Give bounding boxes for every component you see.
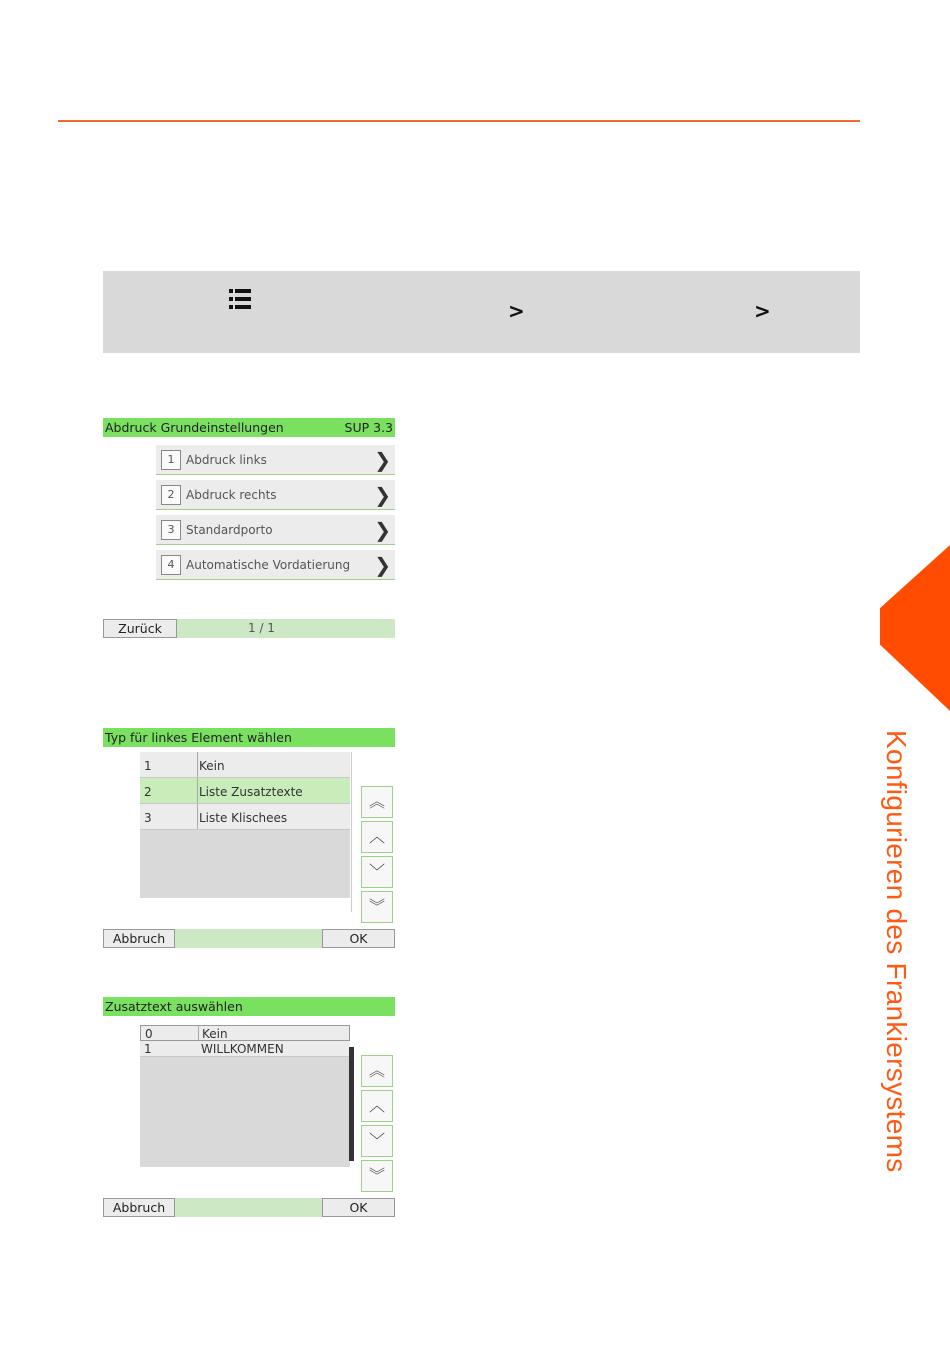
screen-title-bar [103,997,395,1016]
item-label: Automatische Vordatierung [186,558,351,572]
list-item-number: 2 [144,785,152,799]
menu-item-print-right[interactable] [156,479,395,510]
back-button[interactable]: Zurück [103,619,177,638]
cancel-button[interactable]: Abbruch [103,1198,175,1217]
double-chevron-up-icon[interactable]: ︽ [361,1055,393,1087]
chevron-right-icon: ❯ [374,483,391,507]
list-item-label: Liste Klischees [199,811,288,825]
screen-footer [103,1198,395,1217]
item-label: Abdruck rechts [186,488,277,502]
path-arrow-2: > [754,299,771,323]
ok-button[interactable]: OK [322,929,395,948]
list-item-number: 3 [144,811,152,825]
list-item-label: WILLKOMMEN [201,1042,284,1056]
screen-title-bar [103,728,395,747]
list-item-label: Kein [199,759,225,773]
chevron-up-icon[interactable]: ︿ [361,821,393,853]
chapter-title: Konfigurieren des Frankiersystems [881,730,912,1173]
chevron-down-icon[interactable]: ﹀ [361,1125,393,1157]
list-item[interactable] [140,804,350,830]
text-list [140,1025,350,1167]
chevron-right-icon: ❯ [374,448,391,472]
ok-button[interactable]: OK [322,1198,395,1217]
item-number: 4 [161,555,181,575]
header-rule [58,120,860,122]
screen-code: SUP 3.3 [344,420,393,435]
path-arrow-1: > [508,299,525,323]
page-indicator: 1 / 1 [248,621,275,635]
menu-list-icon [229,289,251,309]
chapter-tab-marker [880,545,950,711]
item-number: 1 [161,450,181,470]
chevron-right-icon: ❯ [374,518,391,542]
cancel-button[interactable]: Abbruch [103,929,175,948]
menu-item-print-left[interactable] [156,444,395,475]
list-item-number: 1 [144,1042,152,1056]
screen-title: Zusatztext auswählen [105,999,243,1014]
chevron-right-icon: ❯ [374,553,391,577]
list-item-label: Kein [202,1027,228,1041]
menu-item-auto-predating[interactable] [156,549,395,580]
navigation-path-box [103,271,860,353]
screen-footer [103,619,395,638]
list-item-number: 1 [144,759,152,773]
list-item-label: Liste Zusatztexte [199,785,303,799]
screen-title: Typ für linkes Element wählen [105,730,292,745]
list-item[interactable] [140,778,350,804]
screen-footer [103,929,395,948]
screen-select-additional-text [103,997,395,1217]
item-number: 2 [161,485,181,505]
list-item[interactable] [140,752,350,778]
item-label: Abdruck links [186,453,267,467]
list-item[interactable] [140,1025,350,1041]
item-label: Standardporto [186,523,273,537]
list-item-number: 0 [145,1027,153,1041]
double-chevron-up-icon[interactable]: ︽ [361,786,393,818]
screen-title-bar [103,418,395,437]
scrollbar[interactable] [349,1047,354,1161]
double-chevron-down-icon[interactable]: ︾ [361,1160,393,1192]
list-item[interactable] [140,1041,350,1057]
chevron-up-icon[interactable]: ︿ [361,1090,393,1122]
item-number: 3 [161,520,181,540]
double-chevron-down-icon[interactable]: ︾ [361,891,393,923]
menu-item-standard-postage[interactable] [156,514,395,545]
screen-title: Abdruck Grundeinstellungen [105,420,284,435]
chevron-down-icon[interactable]: ﹀ [361,856,393,888]
type-list [140,752,350,898]
screen-print-settings [103,418,395,638]
screen-left-element-type [103,728,395,948]
